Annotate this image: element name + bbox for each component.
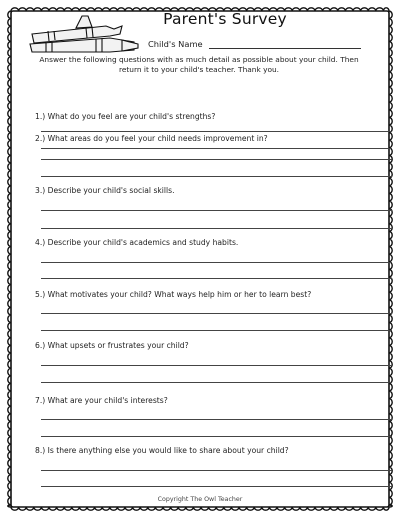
question-text: 7.) What are your child's interests? xyxy=(35,396,168,405)
answer-line[interactable] xyxy=(41,470,392,471)
question-text: 2.) What areas do you feel your child needs improvement in? xyxy=(35,134,268,143)
question-text: 4.) Describe your child's academics and study habits. xyxy=(35,238,239,247)
copyright-footer: Copyright The Owl Teacher xyxy=(157,496,243,503)
crayons-clipart-icon xyxy=(26,14,140,56)
page-title: Parent's Survey xyxy=(163,10,287,28)
answer-line[interactable] xyxy=(41,419,392,420)
question-text: 6.) What upsets or frustrates your child? xyxy=(35,341,189,350)
child-name-line[interactable] xyxy=(209,48,361,49)
answer-line[interactable] xyxy=(41,148,392,149)
answer-line[interactable] xyxy=(41,436,392,437)
intro-text: Answer the following questions with as much detail as possible about your child. Then return it to your child's teacher. Thank you. xyxy=(39,55,359,74)
answer-line[interactable] xyxy=(41,365,392,366)
question-text: 5.) What motivates your child? What ways help him or her to learn best? xyxy=(35,290,312,299)
answer-line[interactable] xyxy=(41,486,392,487)
answer-line[interactable] xyxy=(41,278,392,279)
scallop-edge xyxy=(8,8,392,510)
answer-line[interactable] xyxy=(41,176,392,177)
question-text: 8.) Is there anything else you would like to share about your child? xyxy=(35,446,289,455)
child-name-field[interactable] xyxy=(148,38,363,52)
answer-line[interactable] xyxy=(41,313,392,314)
question-text: 1.) What do you feel are your child's strengths? xyxy=(35,112,216,121)
answer-line[interactable] xyxy=(41,131,392,132)
answer-line[interactable] xyxy=(41,159,392,160)
answer-line[interactable] xyxy=(41,228,392,229)
answer-line[interactable] xyxy=(41,262,392,263)
child-name-label: Child's Name xyxy=(148,39,203,49)
answer-line[interactable] xyxy=(41,330,392,331)
question-text: 3.) Describe your child's social skills. xyxy=(35,186,175,195)
answer-line[interactable] xyxy=(41,382,392,383)
answer-line[interactable] xyxy=(41,210,392,211)
